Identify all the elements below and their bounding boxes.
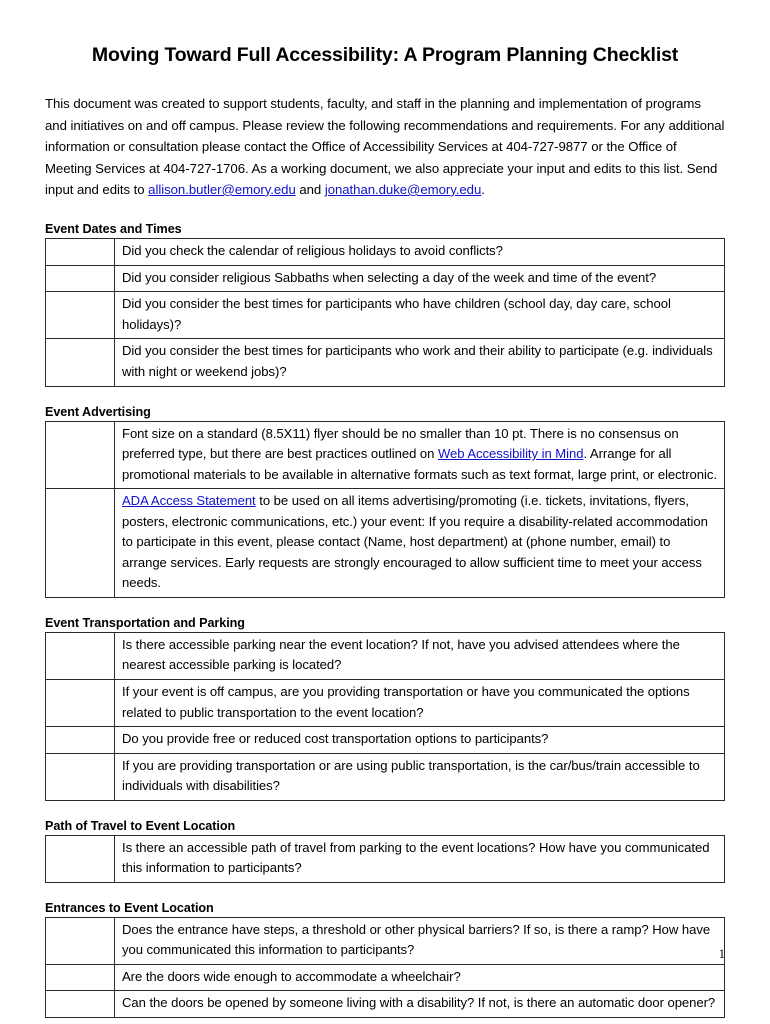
- checklist-item-text: Do you provide free or reduced cost transportation options to participants?: [115, 727, 725, 754]
- checklist-table: [45, 421, 725, 598]
- checkbox-cell[interactable]: [46, 964, 115, 991]
- checklist-item-text: Did you consider the best times for participants who have children (school day, day care, school holidays)?: [115, 292, 725, 339]
- page-title: Moving Toward Full Accessibility: A Program Planning Checklist: [91, 44, 679, 66]
- checklist-item-text: If you are providing transportation or are using public transportation, is the car/bus/train accessible to individuals with disabilities?: [115, 753, 725, 800]
- email-link-jonathan-duke[interactable]: jonathan.duke@emory.edu: [324, 181, 482, 197]
- table-row[interactable]: [46, 632, 725, 679]
- checkbox-cell[interactable]: [46, 917, 115, 964]
- item-text-prefix: Font size on a standard (8.5X11) flyer should be no smaller than 10 pt. There is no consensus on preferred type, but there are best practices outlined on: [122, 425, 679, 462]
- table-row[interactable]: [46, 964, 725, 991]
- table-row[interactable]: [46, 835, 725, 882]
- intro-paragraph: [45, 93, 725, 200]
- table-row[interactable]: [46, 265, 725, 292]
- intro-conjunction: and: [295, 181, 325, 197]
- checklist-item-text: Can the doors be opened by someone living with a disability? If not, is there an automatic door opener?: [115, 991, 725, 1018]
- table-row[interactable]: [46, 727, 725, 754]
- section-heading: Event Dates and Times: [45, 222, 182, 237]
- checklist-item-text: Did you consider religious Sabbaths when selecting a day of the week and time of the event?: [115, 265, 725, 292]
- section-event-advertising: [45, 405, 725, 598]
- checklist-item-text: If your event is off campus, are you providing transportation or have you communicated the options related to public transportation to the event location?: [115, 680, 725, 727]
- table-row[interactable]: [46, 489, 725, 598]
- checklist-item-text: Does the entrance have steps, a threshold or other physical barriers? If so, is there a ramp? How have you communicated this information to participants?: [115, 917, 725, 964]
- intro-text-end: .: [481, 181, 485, 197]
- section-heading: Event Advertising: [45, 404, 151, 419]
- table-row[interactable]: [46, 680, 725, 727]
- checklist-item-text: Is there accessible parking near the event location? If not, have you advised attendees where the nearest accessible parking is located?: [115, 632, 725, 679]
- section-event-dates-and-times: [45, 222, 725, 386]
- checklist-item-text: Are the doors wide enough to accommodate a wheelchair?: [115, 964, 725, 991]
- table-row[interactable]: [46, 917, 725, 964]
- checklist-item-text: Is there an accessible path of travel from parking to the event locations? How have you communicated this information to participants?: [115, 835, 725, 882]
- table-row[interactable]: [46, 292, 725, 339]
- checklist-table: [45, 917, 725, 1018]
- item-text-suffix: to be used on all items advertising/promoting (i.e. tickets, invitations, flyers, posters, electronic communications, etc.) your event: If you require a disability-related accommodation to participate in this event, please contact (Name, host department) at (phone number, email) to arrange services. Early requests are strongly encouraged to allow sufficient time to meet your access needs.: [122, 493, 708, 591]
- checkbox-cell[interactable]: [46, 753, 115, 800]
- checkbox-cell[interactable]: [46, 632, 115, 679]
- table-row[interactable]: [46, 239, 725, 266]
- section-heading: Event Transportation and Parking: [45, 615, 245, 630]
- checkbox-cell[interactable]: [46, 835, 115, 882]
- item-text-suffix: . Arrange for all promotional materials to be available in alternative formats such as text format, large print, or electronic.: [122, 446, 717, 482]
- email-link-allison-butler[interactable]: allison.butler@emory.edu: [148, 181, 296, 197]
- checklist-table: [45, 632, 725, 801]
- checkbox-cell[interactable]: [46, 292, 115, 339]
- checkbox-cell[interactable]: [46, 991, 115, 1018]
- table-row[interactable]: [46, 991, 725, 1018]
- checkbox-cell[interactable]: [46, 339, 115, 386]
- section-entrances-to-event-location: [45, 901, 725, 1018]
- checkbox-cell[interactable]: [46, 680, 115, 727]
- section-heading: Entrances to Event Location: [45, 900, 214, 915]
- table-row[interactable]: [46, 339, 725, 386]
- intro-text-part-1: This document was created to support students, faculty, and staff in the planning and implementation of programs and initiatives on and off campus. Please review the following recommendations and requirements. For any additional information or consultation please contact the Office of Accessibility Services at 404-727-9877 or the Office of Meeting Services at 404-727-1706. As a working document, we also appreciate your input and edits to this list. Send input and edits to: [45, 96, 725, 197]
- link-web-accessibility-in-mind[interactable]: Web Accessibility in Mind: [437, 446, 584, 462]
- section-event-transportation-and-parking: [45, 616, 725, 801]
- checklist-item-text: Did you check the calendar of religious holidays to avoid conflicts?: [115, 239, 725, 266]
- checkbox-cell[interactable]: [46, 489, 115, 598]
- section-path-of-travel-to-event-location: [45, 819, 725, 883]
- table-row[interactable]: [46, 421, 725, 489]
- checkbox-cell[interactable]: [46, 727, 115, 754]
- page-number: 1: [718, 947, 725, 961]
- checkbox-cell[interactable]: [46, 421, 115, 489]
- section-heading: Path of Travel to Event Location: [45, 818, 236, 833]
- checkbox-cell[interactable]: [46, 265, 115, 292]
- checklist-table: [45, 238, 725, 386]
- checklist-table: [45, 835, 725, 883]
- checklist-item-text: Did you consider the best times for participants who work and their ability to participate (e.g. individuals with night or weekend jobs)?: [115, 339, 725, 386]
- checklist-item-text: [115, 421, 725, 489]
- checkbox-cell[interactable]: [46, 239, 115, 266]
- table-row[interactable]: [46, 753, 725, 800]
- link-ada-access-statement[interactable]: ADA Access Statement: [122, 493, 256, 509]
- checklist-item-text: [115, 489, 725, 598]
